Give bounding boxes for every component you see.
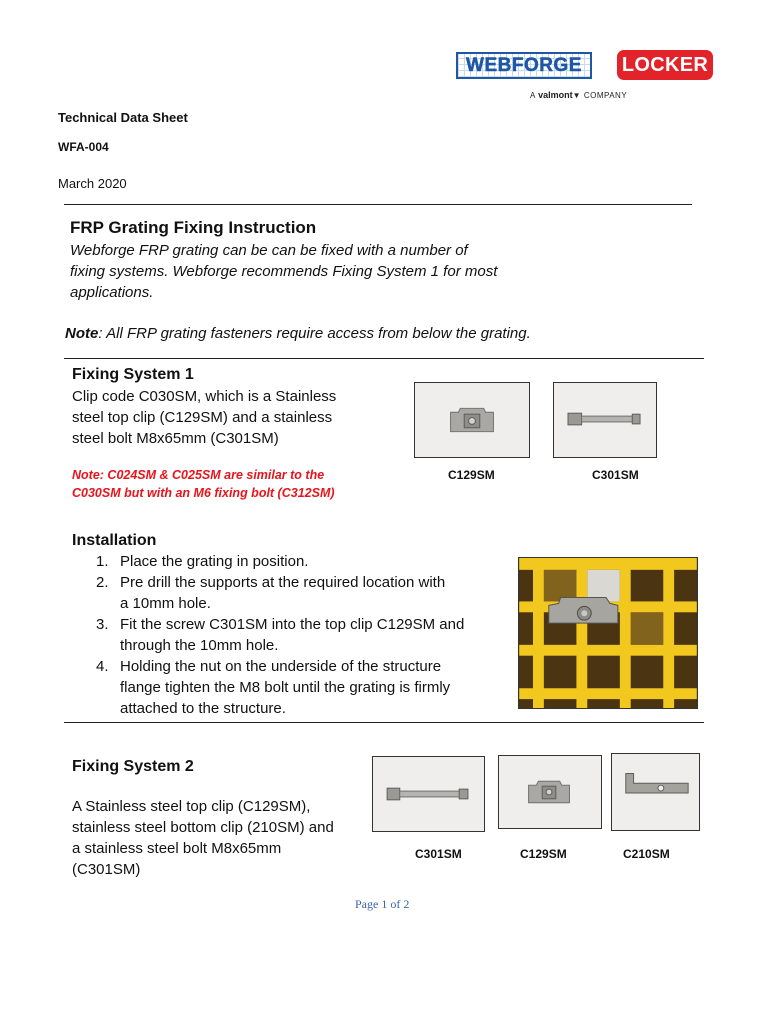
top-clip-image — [415, 383, 529, 457]
installation-title: Installation — [72, 532, 157, 549]
installation-step — [96, 656, 506, 719]
system1-line: steel top clip (C129SM) and a stainless — [72, 409, 333, 426]
system1-note-line: C030SM but with an M6 fixing bolt (C312SM) — [72, 486, 335, 500]
bolt-photo — [553, 382, 657, 458]
divider-1 — [64, 204, 692, 205]
step-line: Place the grating in position. — [120, 553, 309, 570]
step-line: Holding the nut on the underside of the structure — [120, 658, 442, 675]
bolt-photo-2 — [372, 756, 485, 832]
locker-logo-text: LOCKER — [621, 54, 709, 76]
installation-step — [96, 614, 506, 656]
system2-text — [72, 796, 372, 880]
intro-line: fixing systems. Webforge recommends Fixing System 1 for most — [70, 263, 498, 280]
valmont-prefix: A — [530, 91, 536, 100]
divider-2 — [64, 358, 704, 359]
system2-line: a stainless steel bolt M8x65mm — [72, 840, 282, 857]
webforge-logo — [456, 52, 592, 79]
system1-note-line: Note: C024SM & C025SM are similar to the — [72, 468, 325, 482]
bolt-image — [554, 383, 656, 457]
intro-line: Webforge FRP grating can be can be fixed with a number of — [70, 242, 468, 259]
installation-step — [96, 551, 506, 572]
doc-type: Technical Data Sheet — [58, 110, 188, 125]
top-clip-photo-2 — [498, 755, 602, 829]
step-number: 3. — [96, 616, 109, 633]
step-line: a 10mm hole. — [120, 595, 211, 612]
webforge-logo-text: WEBFORGE — [466, 55, 582, 76]
installation-steps — [96, 551, 506, 719]
step-number: 4. — [96, 658, 109, 675]
bolt-image-2 — [373, 757, 484, 831]
intro-line: applications. — [70, 284, 154, 301]
valmont-tagline — [530, 90, 627, 100]
valmont-brand: valmont — [538, 90, 573, 100]
bottom-clip-image — [612, 754, 699, 830]
installed-grating-image — [519, 558, 697, 708]
step-line: attached to the structure. — [120, 700, 286, 717]
bottom-clip-photo — [611, 753, 700, 831]
system1-text — [72, 386, 392, 449]
intro-note-text: : All FRP grating fasteners require access from below the grating. — [98, 325, 531, 342]
system2-title: Fixing System 2 — [72, 758, 194, 775]
step-line: through the 10mm hole. — [120, 637, 279, 654]
caption-c210sm: C210SM — [623, 847, 670, 861]
intro-note-label: Note — [65, 325, 99, 342]
divider-3 — [64, 722, 704, 723]
caption-c301sm-2: C301SM — [415, 847, 462, 861]
installed-grating-photo — [518, 557, 698, 709]
system2-line: A Stainless steel top clip (C129SM), — [72, 798, 311, 815]
installation-step — [96, 572, 506, 614]
system1-title: Fixing System 1 — [72, 366, 194, 383]
doc-code: WFA-004 — [58, 140, 109, 154]
caption-c301sm: C301SM — [592, 468, 639, 482]
system1-line: Clip code C030SM, which is a Stainless — [72, 388, 337, 405]
step-line: flange tighten the M8 bolt until the grating is firmly — [120, 679, 451, 696]
locker-logo — [617, 50, 713, 80]
system2-line: stainless steel bottom clip (210SM) and — [72, 819, 334, 836]
caption-c129sm: C129SM — [448, 468, 495, 482]
system2-line: (C301SM) — [72, 861, 141, 878]
top-clip-image-2 — [499, 756, 601, 828]
doc-date: March 2020 — [58, 176, 127, 191]
step-line: Pre drill the supports at the required location with — [120, 574, 446, 591]
step-number: 2. — [96, 574, 109, 591]
system1-line: steel bolt M8x65mm (C301SM) — [72, 430, 279, 447]
page-number: Page 1 of 2 — [355, 897, 410, 911]
page-title: FRP Grating Fixing Instruction — [70, 218, 317, 237]
intro-text — [70, 240, 570, 303]
caption-c129sm-2: C129SM — [520, 847, 567, 861]
valmont-v-icon: ▼ — [572, 91, 582, 100]
valmont-suffix: COMPANY — [583, 91, 628, 100]
step-number: 1. — [96, 553, 109, 570]
step-line: Fit the screw C301SM into the top clip C129SM and — [120, 616, 465, 633]
system1-note — [72, 466, 402, 502]
top-clip-photo — [414, 382, 530, 458]
intro-note — [65, 323, 531, 344]
